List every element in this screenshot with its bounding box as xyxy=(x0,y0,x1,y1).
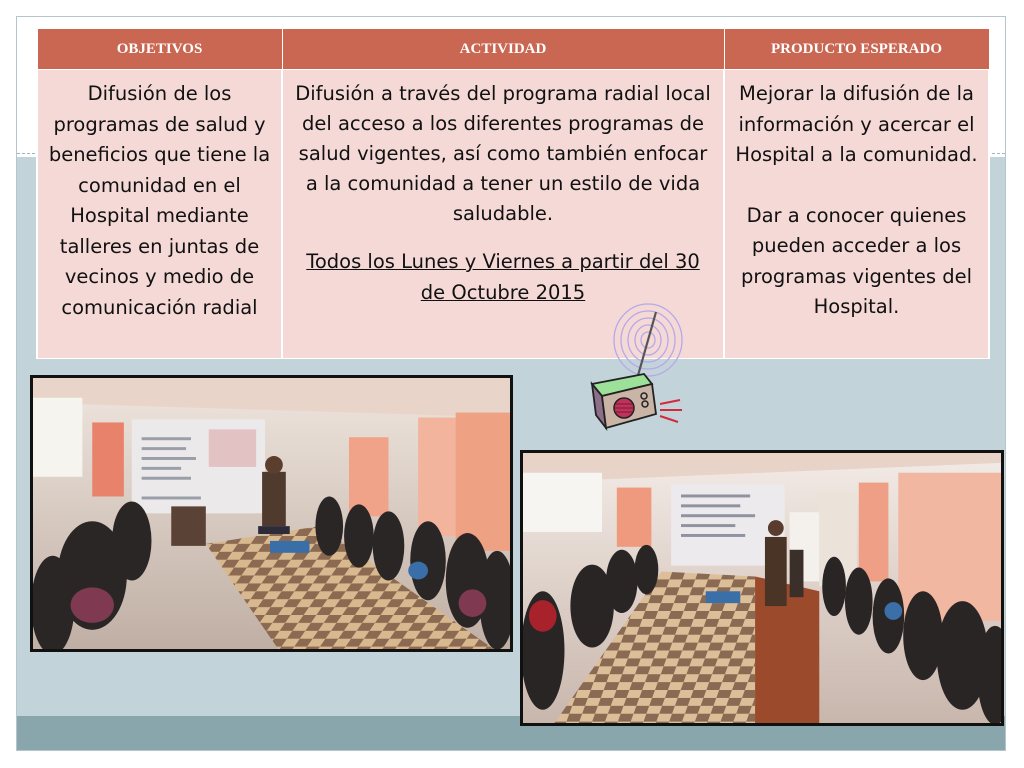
header-actividad: ACTIVIDAD xyxy=(282,29,724,70)
cell-objetivos xyxy=(37,70,282,359)
objetivos-text: Difusión de los programas de salud y beneficios que tiene la comunidad en el Hospital mediante talleres en juntas de vecinos y medio de comunicación radial xyxy=(48,82,271,319)
header-objetivos: OBJETIVOS xyxy=(37,29,282,70)
header-producto-esperado: PRODUCTO ESPERADO xyxy=(724,29,989,70)
table-row xyxy=(37,70,989,359)
producto-outcome: Dar a conocer quienes pueden acceder a los programas vigentes del Hospital. xyxy=(740,203,973,318)
workshop-photo-right xyxy=(520,450,1004,726)
workshop-photo-left xyxy=(30,375,513,652)
producto-result: Mejorar la difusión de la información y acercar el Hospital a la comunidad. xyxy=(735,82,978,166)
radio-icon xyxy=(582,300,692,435)
activity-table xyxy=(36,28,990,359)
actividad-text: Difusión a través del programa radial local del acceso a los diferentes programas de salud vigentes, así como también enfocar a la comunidad a tener un estilo de vida saludable. xyxy=(295,82,711,225)
actividad-schedule: Todos los Lunes y Viernes a partir del 30 de Octubre 2015 xyxy=(306,250,700,304)
table-header-row xyxy=(37,29,989,70)
cell-producto xyxy=(724,70,989,359)
